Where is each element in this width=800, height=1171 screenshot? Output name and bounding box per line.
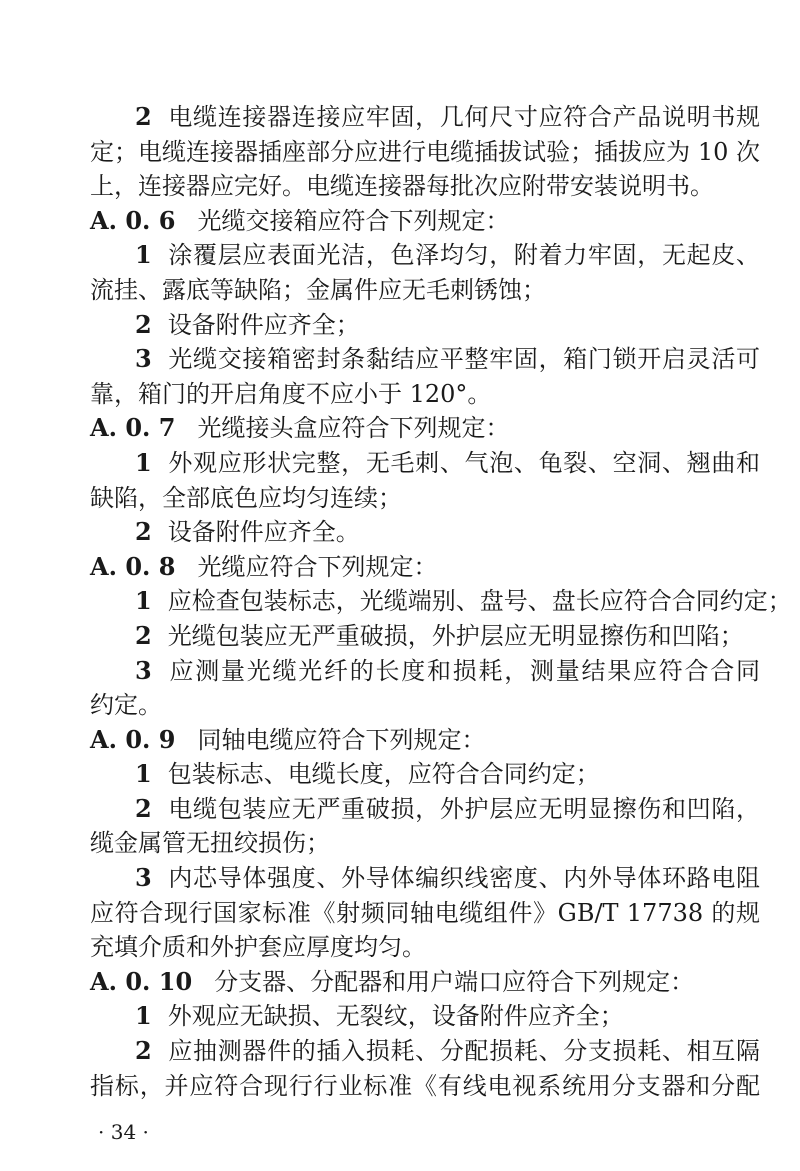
item-number: 3	[135, 344, 152, 374]
section-heading: A. 0. 9 同轴电缆应符合下列规定：	[90, 724, 486, 754]
paragraph-line: 1 涂覆层应表面光洁，色泽均匀，附着力牢固，无起皮、	[135, 240, 760, 270]
item-number: 2	[135, 309, 152, 339]
paragraph-line: 1 外观应无缺损、无裂纹，设备附件应齐全；	[135, 1001, 624, 1031]
item-number: 1	[135, 240, 152, 270]
item-number: 2	[135, 620, 152, 650]
paragraph-line: 1 应检查包装标志，光缆端别、盘号、盘长应符合合同约定；	[135, 586, 792, 616]
item-number: 1	[135, 1001, 152, 1031]
paragraph-line: 1 包装标志、电缆长度，应符合合同约定；	[135, 759, 600, 789]
section-heading: A. 0. 7 光缆接头盒应符合下列规定：	[90, 413, 510, 443]
paragraph-line: 应符合现行国家标准《射频同轴电缆组件》GB/T 17738 的规	[90, 898, 760, 927]
paragraph-line: 指标，并应符合现行行业标准《有线电视系统用分支器和分配	[90, 1071, 760, 1100]
item-number: 1	[135, 447, 152, 477]
paragraph-line: 2 设备附件应齐全；	[135, 309, 360, 339]
section-number: A. 0. 10	[90, 966, 193, 996]
section-number: A. 0. 7	[90, 413, 176, 443]
paragraph-line: 约定。	[90, 691, 162, 720]
paragraph-line: 缺陷，全部底色应均匀连续；	[90, 483, 402, 512]
item-number: 3	[135, 863, 152, 893]
paragraph-line: 流挂、露底等缺陷；金属件应无毛刺锈蚀；	[90, 275, 546, 304]
paragraph-line: 2 设备附件应齐全。	[135, 517, 360, 547]
section-number: A. 0. 8	[90, 551, 176, 581]
paragraph-line: 2 电缆连接器连接应牢固，几何尺寸应符合产品说明书规	[135, 102, 760, 131]
document-body	[90, 100, 792, 1103]
paragraph-line: 上，连接器应完好。电缆连接器每批次应附带安装说明书。	[90, 172, 714, 201]
page-number: · 34 ·	[98, 1120, 149, 1144]
paragraph-line: 缆金属管无扭绞损伤；	[90, 829, 330, 858]
item-number: 3	[135, 655, 152, 685]
item-number: 2	[135, 517, 152, 547]
paragraph-line: 3 内芯导体强度、外导体编织线密度、内外导体环路电阻	[135, 863, 760, 893]
paragraph-line: 充填介质和外护套应厚度均匀。	[90, 933, 426, 962]
paragraph-line: 1 外观应形状完整，无毛刺、气泡、龟裂、空洞、翘曲和	[135, 447, 760, 477]
item-number: 2	[135, 793, 152, 823]
section-number: A. 0. 9	[90, 724, 176, 754]
item-number: 1	[135, 586, 152, 616]
item-number: 2	[135, 1036, 152, 1066]
item-number: 2	[135, 102, 152, 131]
paragraph-line: 靠，箱门的开启角度不应小于 120°。	[90, 379, 492, 408]
section-heading: A. 0. 10 分支器、分配器和用户端口应符合下列规定：	[90, 966, 695, 996]
paragraph-line: 定；电缆连接器插座部分应进行电缆插拔试验；插拔应为 10 次	[90, 137, 760, 166]
paragraph-line: 2 电缆包装应无严重破损，外护层应无明显擦伤和凹陷，	[135, 793, 760, 823]
item-number: 1	[135, 759, 152, 789]
section-heading: A. 0. 6 光缆交接箱应符合下列规定：	[90, 205, 510, 235]
paragraph-line: 2 光缆包装应无严重破损，外护层应无明显擦伤和凹陷；	[135, 620, 744, 650]
section-number: A. 0. 6	[90, 205, 176, 235]
paragraph-line: 3 光缆交接箱密封条黏结应平整牢固，箱门锁开启灵活可	[135, 344, 760, 374]
paragraph-line: 3 应测量光缆光纤的长度和损耗，测量结果应符合合同	[135, 655, 760, 685]
paragraph-line: 2 应抽测器件的插入损耗、分配损耗、分支损耗、相互隔	[135, 1036, 760, 1066]
section-heading: A. 0. 8 光缆应符合下列规定：	[90, 551, 438, 581]
